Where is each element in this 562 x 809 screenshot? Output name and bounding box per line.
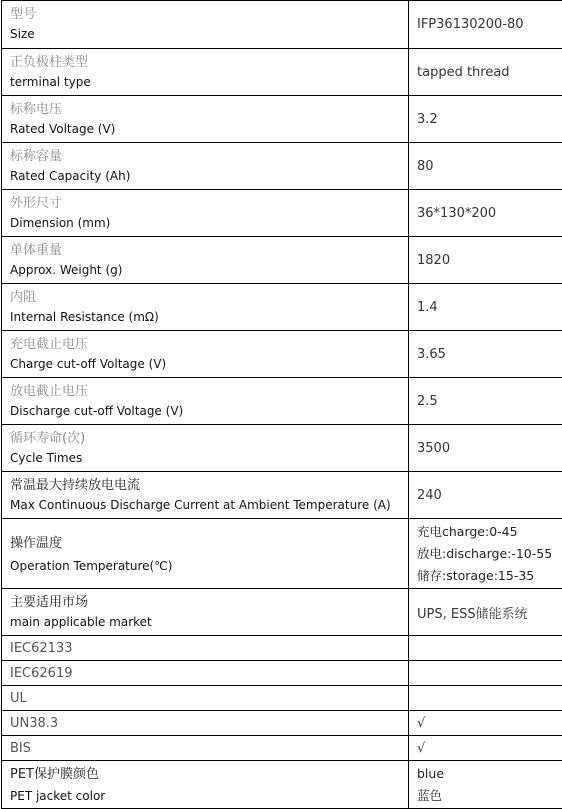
label-english: Internal Resistance (mΩ) — [10, 309, 159, 324]
label-english: Rated Capacity (Ah) — [10, 168, 131, 183]
spec-row-market — [2, 589, 562, 636]
spec-value-cell: 80 — [409, 143, 562, 190]
label-chinese: 型号 — [10, 7, 37, 22]
spec-row — [2, 96, 562, 143]
label-english: Size — [10, 27, 35, 41]
label-chinese: 主要适用市场 — [10, 594, 89, 610]
spec-value-cell: 3500 — [409, 425, 562, 472]
cert-label: UN38.3 — [2, 711, 409, 736]
spec-value-cell: 1820 — [409, 237, 562, 284]
cert-label: IEC62619 — [2, 661, 409, 686]
cert-label: UL — [2, 686, 409, 711]
temperature-range: 充电charge:0-45 — [417, 523, 518, 539]
label-chinese: 循环寿命(次) — [10, 430, 86, 446]
pet-color-value: blue — [417, 765, 445, 781]
spec-label-cell — [2, 190, 409, 237]
spec-table — [1, 0, 562, 809]
label-english: PET jacket color — [10, 788, 106, 803]
cert-value-cell — [409, 636, 562, 661]
spec-value-cell: 240 — [409, 472, 562, 519]
spec-value-cell: 2.5 — [409, 378, 562, 425]
label-english: Discharge cut-off Voltage (V) — [10, 403, 184, 418]
spec-value-cell: IFP36130200-80 — [409, 1, 562, 49]
spec-label-cell — [2, 49, 409, 96]
cert-row — [2, 736, 562, 761]
label-chinese: 外形尺寸 — [10, 195, 63, 211]
label-chinese: PET保护膜颜色 — [10, 766, 99, 782]
spec-row-pet-color — [2, 761, 562, 809]
spec-row — [2, 143, 562, 190]
cert-row — [2, 661, 562, 686]
label-english: Approx. Weight (g) — [10, 262, 123, 277]
cert-row — [2, 711, 562, 736]
spec-label-cell — [2, 472, 409, 519]
temperature-range: 放电:discharge:-10-55 — [417, 545, 553, 561]
cert-label: BIS — [2, 736, 409, 761]
label-english: Charge cut-off Voltage (V) — [10, 356, 167, 371]
label-chinese: 放电截止电压 — [10, 383, 89, 399]
spec-label-cell — [2, 1, 409, 49]
cert-value-cell — [409, 686, 562, 711]
spec-value-cell: 1.4 — [409, 284, 562, 331]
spec-value-cell: 36*130*200 — [409, 190, 562, 237]
spec-row — [2, 49, 562, 96]
label-chinese: 充电截止电压 — [10, 336, 89, 352]
label-english: Operation Temperature(℃) — [10, 558, 173, 573]
cert-row — [2, 686, 562, 711]
temperature-range: 储存:storage:15-35 — [417, 567, 535, 583]
spec-value-cell: 3.2 — [409, 96, 562, 143]
label-chinese: 单体重量 — [10, 242, 63, 258]
spec-label-cell — [2, 331, 409, 378]
label-english: Cycle Times — [10, 450, 83, 465]
spec-label-cell — [2, 761, 409, 809]
spec-value-cell — [409, 761, 562, 809]
spec-label-cell — [2, 143, 409, 190]
label-chinese: 正负极柱类型 — [10, 54, 89, 70]
check-mark-icon: √ — [409, 736, 562, 761]
spec-value-cell — [409, 519, 562, 589]
spec-row — [2, 425, 562, 472]
spec-label-cell — [2, 237, 409, 284]
spec-row — [2, 190, 562, 237]
spec-label-cell — [2, 519, 409, 589]
pet-color-value: 蓝色 — [417, 787, 443, 803]
check-mark-icon: √ — [409, 711, 562, 736]
label-chinese: 标称容量 — [10, 148, 63, 164]
spec-value-cell: tapped thread — [409, 49, 562, 96]
label-english: Rated Voltage (V) — [10, 121, 116, 136]
cert-row — [2, 636, 562, 661]
spec-label-cell — [2, 425, 409, 472]
label-english: terminal type — [10, 74, 91, 89]
cert-label: IEC62133 — [2, 636, 409, 661]
label-english: Max Continuous Discharge Current at Ambient Temperature (A) — [10, 497, 391, 512]
spec-row — [2, 378, 562, 425]
label-chinese: 操作温度 — [10, 535, 63, 551]
label-english: main applicable market — [10, 614, 152, 629]
label-chinese: 常温最大持续放电电流 — [10, 477, 141, 493]
spec-label-cell — [2, 96, 409, 143]
spec-label-cell — [2, 284, 409, 331]
spec-value-cell: UPS, ESS储能系统 — [409, 589, 562, 636]
cert-value-cell — [409, 661, 562, 686]
spec-row — [2, 284, 562, 331]
spec-label-cell — [2, 378, 409, 425]
spec-row-operation-temperature — [2, 519, 562, 589]
spec-value-cell: 3.65 — [409, 331, 562, 378]
spec-row — [2, 331, 562, 378]
spec-row — [2, 1, 562, 49]
label-chinese: 内阻 — [10, 289, 37, 305]
spec-row — [2, 237, 562, 284]
label-chinese: 标称电压 — [10, 101, 63, 117]
label-english: Dimension (mm) — [10, 215, 111, 230]
spec-row — [2, 472, 562, 519]
spec-label-cell — [2, 589, 409, 636]
